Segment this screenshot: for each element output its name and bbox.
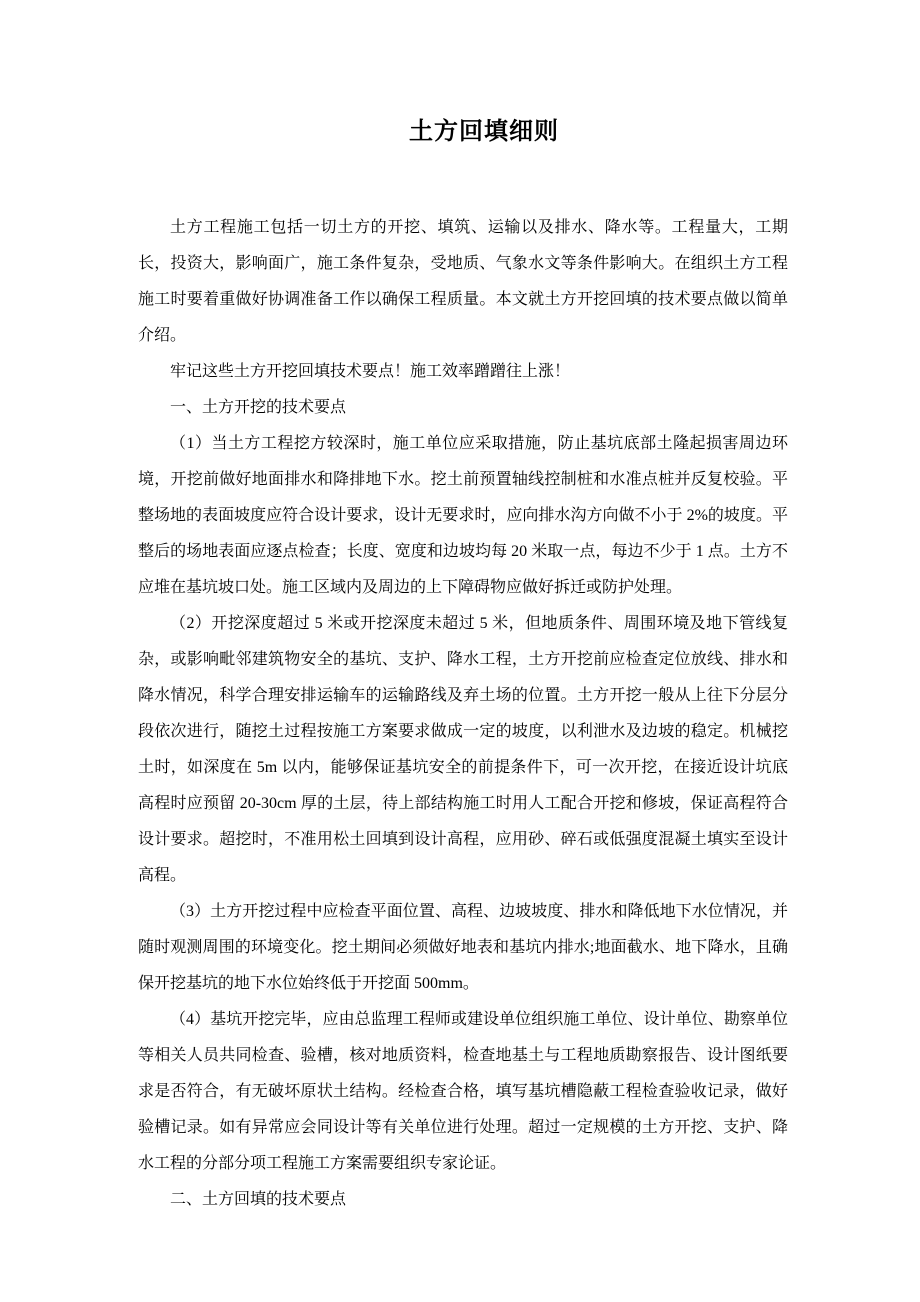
paragraph-slogan: 牢记这些土方开挖回填技术要点！施工效率蹭蹭往上涨！ [170,363,571,380]
document-body [138,210,788,1218]
document-title: 土方回填细则 [409,119,559,145]
paragraph-item-4: （4）基坑开挖完毕，应由总监理工程师或建设单位组织施工单位、设计单位、勘察单位等相关人员共同检查、验槽，核对地质资料，检查地基土与工程地质勘察报告、设计图纸要求是否符合，有无破坏原状土结构。经检查合格，填写基坑槽隐蔽工程检查验收记录，做好验槽记录。如有异常应会同设计等有关单位进行处理。超过一定规模的土方开挖、支护、降水工程的分部分项工程施工方案需要组织专家论证。 [138,1011,788,1172]
paragraph-item-3: （3）土方开挖过程中应检查平面位置、高程、边坡坡度、排水和降低地下水位情况，并随时观测周围的环境变化。挖土期间必须做好地表和基坑内排水;地面截水、地下降水，且确保开挖基坑的地下水位始终低于开挖面 500mm。 [138,903,788,992]
section-heading-excavation: 一、土方开挖的技术要点 [170,399,347,416]
section-heading-backfill: 二、土方回填的技术要点 [170,1191,347,1208]
paragraph-item-2: （2）开挖深度超过 5 米或开挖深度未超过 5 米，但地质条件、周围环境及地下管线复杂，或影响毗邻建筑物安全的基坑、支护、降水工程，土方开挖前应检查定位放线、排水和降水情况，科学合理安排运输车的运输路线及弃土场的位置。土方开挖一般从上往下分层分段依次进行，随挖土过程按施工方案要求做成一定的坡度，以利泄水及边坡的稳定。机械挖土时，如深度在 5m 以内，能够保证基坑安全的前提条件下，可一次开挖，在接近设计坑底高程时应预留 20-30cm 厚的土层，待上部结构施工时用人工配合开挖和修坡，保证高程符合设计要求。超挖时，不准用松土回填到设计高程，应用砂、碎石或低强度混凝土填实至设计高程。 [138,615,788,884]
paragraph-item-1: （1）当土方工程挖方较深时，施工单位应采取措施，防止基坑底部土隆起损害周边环境，开挖前做好地面排水和降排地下水。挖土前预置轴线控制桩和水准点桩并反复校验。平整场地的表面坡度应符合设计要求，设计无要求时，应向排水沟方向做不小于 2%的坡度。平整后的场地表面应逐点检查；长度、宽度和边坡均每 20 米取一点，每边不少于 1 点。土方不应堆在基坑坡口处。施工区域内及周边的上下障碍物应做好拆迁或防护处理。 [138,435,788,596]
paragraph-intro: 土方工程施工包括一切土方的开挖、填筑、运输以及排水、降水等。工程量大，工期长，投资大，影响面广，施工条件复杂，受地质、气象水文等条件影响大。在组织土方工程施工时要着重做好协调准备工作以确保工程质量。本文就土方开挖回填的技术要点做以简单介绍。 [138,219,788,344]
